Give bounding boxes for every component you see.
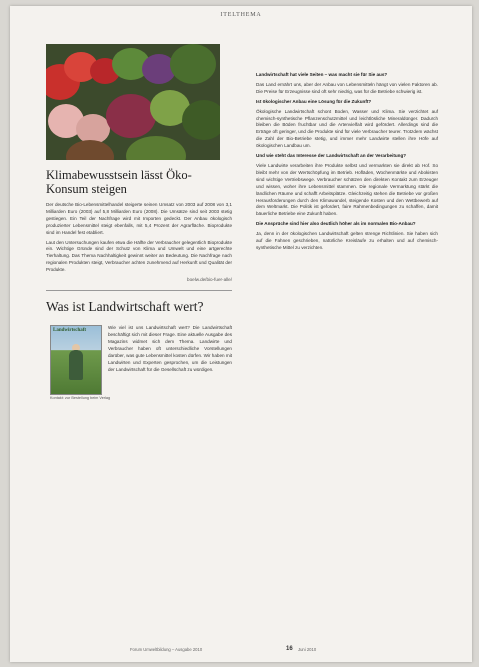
interview-question-3: Und wie steht das Interesse der Landwirtschaft an der Verarbeitung? xyxy=(256,153,407,159)
cover-caption: Kontakt: zur Bestellung beim Verlag xyxy=(50,396,111,401)
interview-answer-2: Ökologische Landwirtschaft schont Boden, Wasser und Klima. Sie verzichtet auf chemisch-synthetische Pflanzenschutzmittel und leichtlösliche Mineraldünger. Dadurch bleiben die Böden fruchtbar und die Artenvielfalt wird gefördert. Allerdings sind die Erträge oft geringer, und die Produkte sind für viele Verbraucher teurer. Trotzdem wächst die Zahl der Bio-Betriebe stetig, und immer mehr Landwirte stellen ihre Höfe auf ökologischen Landbau um. xyxy=(256,108,438,149)
divider xyxy=(46,290,232,291)
magazine-cover-image xyxy=(50,325,102,395)
footer-date: Juni 2010 xyxy=(298,647,317,652)
article1-paragraph-1: Der deutsche Bio-Lebensmittelhandel steigerte seinen Umsatz von 2003 auf 2008 von 3,1 Milliarden Euro (2003) auf 5,8 Milliarden Euro (2008). Die Umsätze sind seit 2003 stetig gestiegen. Ein Teil der Nachfrage wird mit Importen gedeckt. Der Anbau ökologisch produzierter Lebensmittel steigt ebenfalls, mit 5,4 Prozent der Agrarfläche. Bioprodukte sind im Handel fest etabliert. xyxy=(46,202,232,235)
interview-question-2: Ist ökologischer Anbau eine Lösung für die Zukunft? xyxy=(256,98,372,104)
interview-answer-3: Viele Landwirte verarbeiten ihre Produkte selbst und vermarkten sie direkt ab Hof. So bleibt mehr von der Wertschöpfung im Betrieb. Hofläden, Wochenmärkte und Abokisten sind wichtige Vertriebswege. Verbraucher schätzen den direkten Kontakt zum Erzeuger und wissen, woher ihre Lebensmittel stammen. Die regionale Vermarktung stärkt die ländlichen Räume und schafft Arbeitsplätze. Gleichzeitig stehen die Betriebe vor großen Herausforderungen durch den Klimawandel, steigende Kosten und den Wettbewerb auf dem Weltmarkt. Die Politik ist gefordert, faire Rahmenbedingungen zu schaffen, damit bäuerliche Betriebe eine Zukunft haben. xyxy=(256,162,438,217)
interview-column xyxy=(256,72,438,255)
article2-text: Wie viel ist uns Landwirtschaft wert? Die Landwirtschaft beschäftigt sich mit dieser Frage. Eine aktuelle Ausgabe des Magazins widmet sich dem Thema. Landwirte und Verbraucher haben oft unterschiedliche Vorstellungen darüber, was gute Lebensmittel kosten dürfen. Wir haben mit Landwirten und Experten gesprochen, um die Leistungen der Landwirtschaft für die Gesellschaft zu würdigen. xyxy=(108,325,232,372)
article1-source-link[interactable]: boelw.de/bio-fuer-alle/ xyxy=(187,277,232,283)
interview-question-4: Die Ansprüche sind hier also deutlich höher als im normalen Bio-Anbau? xyxy=(256,221,416,227)
cover-title: Landwirtschaft xyxy=(53,328,87,334)
footer-publication: Forum Umweltbildung – Ausgabe 2010 xyxy=(130,647,203,652)
interview-answer-1: Das Land ernährt uns, aber der Anbau von Lebensmitteln hängt von vielen Faktoren ab. Die Preise für Erzeugnisse sind oft sehr niedrig, was für die Betriebe schwierig ist. xyxy=(256,81,438,94)
cover-person xyxy=(69,350,83,380)
vegetable-photo xyxy=(46,44,220,160)
magazine-page xyxy=(10,6,472,662)
article2 xyxy=(46,299,232,449)
left-column xyxy=(46,44,232,449)
article2-headline: Was ist Landwirtschaft wert? xyxy=(46,299,204,315)
section-label: ITELTHEMA xyxy=(220,12,262,18)
article1-paragraph-2: Laut den Untersuchungen kaufen etwa die Hälfte der Verbraucher gelegentlich Bioprodukte ein. Wichtige Gründe sind der Schutz von Klima und Umwelt und eine artgerechte Tierhaltung. Das Thema Nachhaltigkeit gewinnt weiter an Bedeutung. Die Nachfrage nach regionalen Produkten steigt, Verbraucher achten zunehmend auf Herkunft und Qualität der Produkte. xyxy=(46,239,232,273)
interview-answer-4: Ja, denn in der ökologischen Landwirtschaft gelten strenge Richtlinien. Sie haben sich auf die Fahnen geschrieben, natürliche Kreisläufe zu erhalten und auf chemisch-synthetische Mittel zu verzichten. xyxy=(256,231,438,250)
article1-headline: Klimabewusstsein lässt Öko-Konsum steigen xyxy=(46,168,192,196)
page-number: 16 xyxy=(286,646,293,652)
interview-question-1: Landwirtschaft hat viele Seiten – was macht sie für Sie aus? xyxy=(256,72,388,77)
